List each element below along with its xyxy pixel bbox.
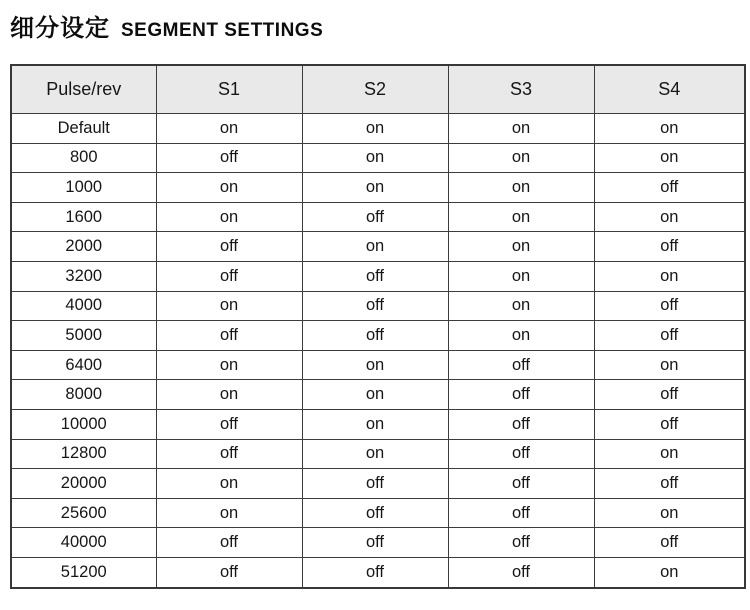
s2-state-cell: on [302, 173, 448, 203]
pulse-rev-cell: 4000 [11, 291, 156, 321]
pulse-rev-cell: 2000 [11, 232, 156, 262]
table-row [11, 173, 745, 203]
table-row [11, 350, 745, 380]
table-row [11, 528, 745, 558]
s3-state-cell: off [448, 380, 594, 410]
s1-state-cell: off [156, 439, 302, 469]
pulse-rev-cell: 51200 [11, 557, 156, 587]
s4-state-cell: on [594, 498, 745, 528]
table-row [11, 114, 745, 144]
s4-state-cell: off [594, 173, 745, 203]
s3-state-cell: on [448, 114, 594, 144]
s4-state-cell: off [594, 528, 745, 558]
s1-state-cell: on [156, 173, 302, 203]
table-row [11, 439, 745, 469]
s4-state-cell: off [594, 232, 745, 262]
s1-state-cell: on [156, 114, 302, 144]
s1-state-cell: off [156, 232, 302, 262]
s3-state-cell: off [448, 409, 594, 439]
s3-state-cell: on [448, 143, 594, 173]
table-row [11, 202, 745, 232]
s3-state-cell: off [448, 439, 594, 469]
s4-state-cell: on [594, 114, 745, 144]
table-row [11, 291, 745, 321]
s2-state-cell: off [302, 261, 448, 291]
table-row [11, 409, 745, 439]
title-english: SEGMENT SETTINGS [121, 20, 324, 41]
column-header-s3: S3 [448, 65, 594, 114]
s3-state-cell: off [448, 469, 594, 499]
s2-state-cell: off [302, 469, 448, 499]
s1-state-cell: on [156, 350, 302, 380]
table-row [11, 232, 745, 262]
header-row [11, 65, 745, 114]
s1-state-cell: on [156, 291, 302, 321]
s3-state-cell: on [448, 232, 594, 262]
table-body [11, 114, 745, 588]
s4-state-cell: on [594, 202, 745, 232]
s2-state-cell: on [302, 232, 448, 262]
table-row [11, 557, 745, 587]
s4-state-cell: off [594, 409, 745, 439]
pulse-rev-cell: 800 [11, 143, 156, 173]
s4-state-cell: on [594, 557, 745, 587]
s4-state-cell: on [594, 143, 745, 173]
s2-state-cell: off [302, 291, 448, 321]
page-title [10, 8, 744, 40]
pulse-rev-cell: 25600 [11, 498, 156, 528]
column-header-s2: S2 [302, 65, 448, 114]
column-header-s4: S4 [594, 65, 745, 114]
pulse-rev-cell: 1600 [11, 202, 156, 232]
s1-state-cell: on [156, 202, 302, 232]
table-row [11, 143, 745, 173]
segment-settings-table [10, 64, 746, 589]
s2-state-cell: off [302, 498, 448, 528]
s3-state-cell: off [448, 528, 594, 558]
table-row [11, 498, 745, 528]
pulse-rev-cell: 6400 [11, 350, 156, 380]
pulse-rev-cell: Default [11, 114, 156, 144]
s2-state-cell: on [302, 143, 448, 173]
pulse-rev-cell: 8000 [11, 380, 156, 410]
s4-state-cell: on [594, 350, 745, 380]
pulse-rev-cell: 20000 [11, 469, 156, 499]
s1-state-cell: off [156, 261, 302, 291]
s1-state-cell: on [156, 469, 302, 499]
s3-state-cell: on [448, 202, 594, 232]
s2-state-cell: on [302, 439, 448, 469]
title-chinese: 细分设定 [10, 15, 110, 42]
s2-state-cell: off [302, 321, 448, 351]
s4-state-cell: off [594, 469, 745, 499]
table-row [11, 261, 745, 291]
table-row [11, 321, 745, 351]
s3-state-cell: off [448, 557, 594, 587]
column-header-s1: S1 [156, 65, 302, 114]
s2-state-cell: off [302, 557, 448, 587]
s4-state-cell: off [594, 380, 745, 410]
s3-state-cell: on [448, 291, 594, 321]
s2-state-cell: on [302, 350, 448, 380]
pulse-rev-cell: 10000 [11, 409, 156, 439]
s1-state-cell: off [156, 528, 302, 558]
s4-state-cell: on [594, 439, 745, 469]
pulse-rev-cell: 5000 [11, 321, 156, 351]
s3-state-cell: on [448, 173, 594, 203]
s4-state-cell: on [594, 261, 745, 291]
s2-state-cell: on [302, 380, 448, 410]
s1-state-cell: off [156, 321, 302, 351]
s4-state-cell: off [594, 321, 745, 351]
pulse-rev-cell: 1000 [11, 173, 156, 203]
s4-state-cell: off [594, 291, 745, 321]
s2-state-cell: on [302, 114, 448, 144]
pulse-rev-cell: 40000 [11, 528, 156, 558]
s2-state-cell: off [302, 528, 448, 558]
s3-state-cell: on [448, 321, 594, 351]
s3-state-cell: off [448, 498, 594, 528]
s3-state-cell: off [448, 350, 594, 380]
table-row [11, 469, 745, 499]
s1-state-cell: off [156, 409, 302, 439]
s2-state-cell: off [302, 202, 448, 232]
s3-state-cell: on [448, 261, 594, 291]
s2-state-cell: on [302, 409, 448, 439]
s1-state-cell: off [156, 143, 302, 173]
s1-state-cell: on [156, 498, 302, 528]
pulse-rev-cell: 12800 [11, 439, 156, 469]
s1-state-cell: on [156, 380, 302, 410]
pulse-rev-cell: 3200 [11, 261, 156, 291]
s1-state-cell: off [156, 557, 302, 587]
table-row [11, 380, 745, 410]
column-header-pulse-rev: Pulse/rev [11, 65, 156, 114]
